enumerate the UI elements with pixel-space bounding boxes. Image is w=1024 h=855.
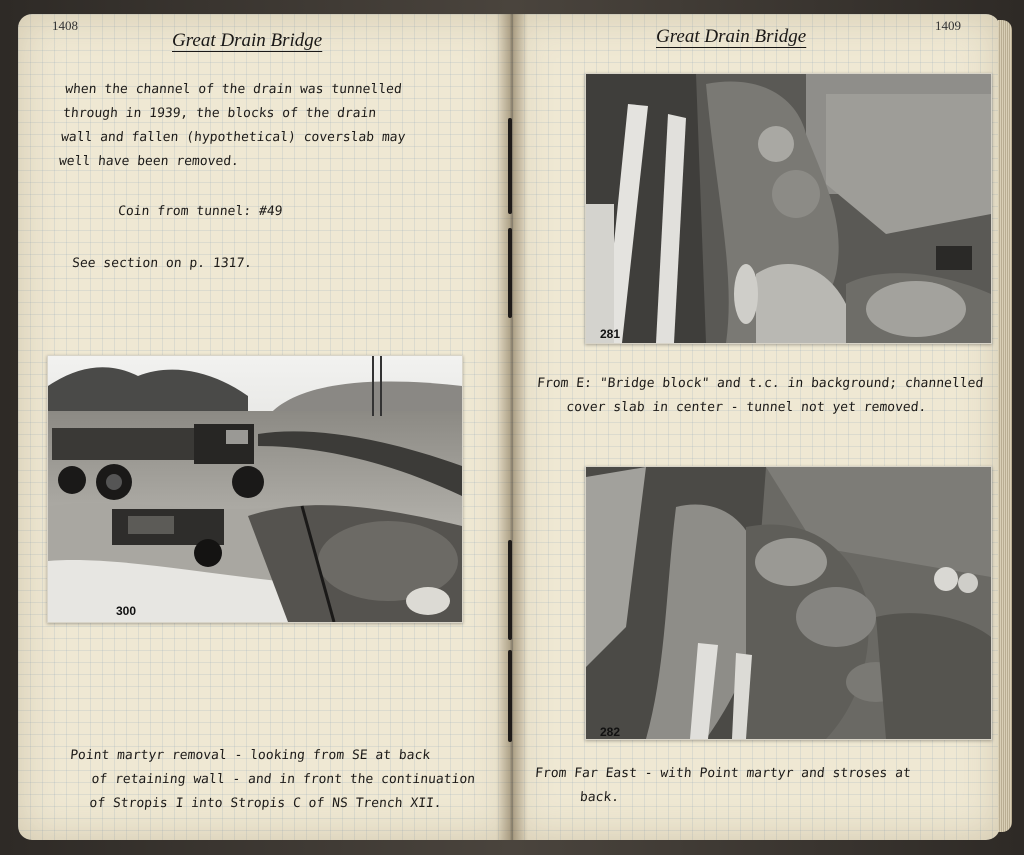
photo-id-label: 300 [116,604,137,618]
photo-drain-blocks [585,73,992,344]
page-edges [998,20,1012,832]
binding-stitch [508,228,512,318]
section-note: See section on p. 1317. [71,256,253,271]
binding-stitch [508,650,512,742]
photo-id-label: 281 [600,327,621,341]
right-bottom-caption: From Far East - with Point martyr and stroses at back. [532,766,912,805]
binding-stitch [508,118,512,214]
left-photo-caption: Point martyr removal - looking from SE at back of retaining wall - and in front the continuation of Stropis I into Stropis C of NS Trench XII. [65,748,476,811]
photo-truck-excavation [47,355,463,623]
binding-gutter [496,14,528,840]
photo-drain-far-east [585,466,992,740]
right-page-number: 1409 [935,18,961,33]
right-top-caption: From E: "Bridge block" and t.c. in background; channelled cover slab in center - tunnel not yet removed. [534,376,984,415]
binding-stitch [508,540,512,640]
left-page-number: 1408 [52,18,78,33]
coin-note: Coin from tunnel: #49 [117,204,284,219]
left-page-title: Great Drain Bridge [172,30,323,51]
photo-id-label: 282 [600,725,621,739]
right-page-title: Great Drain Bridge [656,26,807,47]
left-paragraph: when the channel of the drain was tunnelled through in 1939, the blocks of the drain wall and fallen (hypothetical) coverslab may well have been removed. [58,82,407,169]
